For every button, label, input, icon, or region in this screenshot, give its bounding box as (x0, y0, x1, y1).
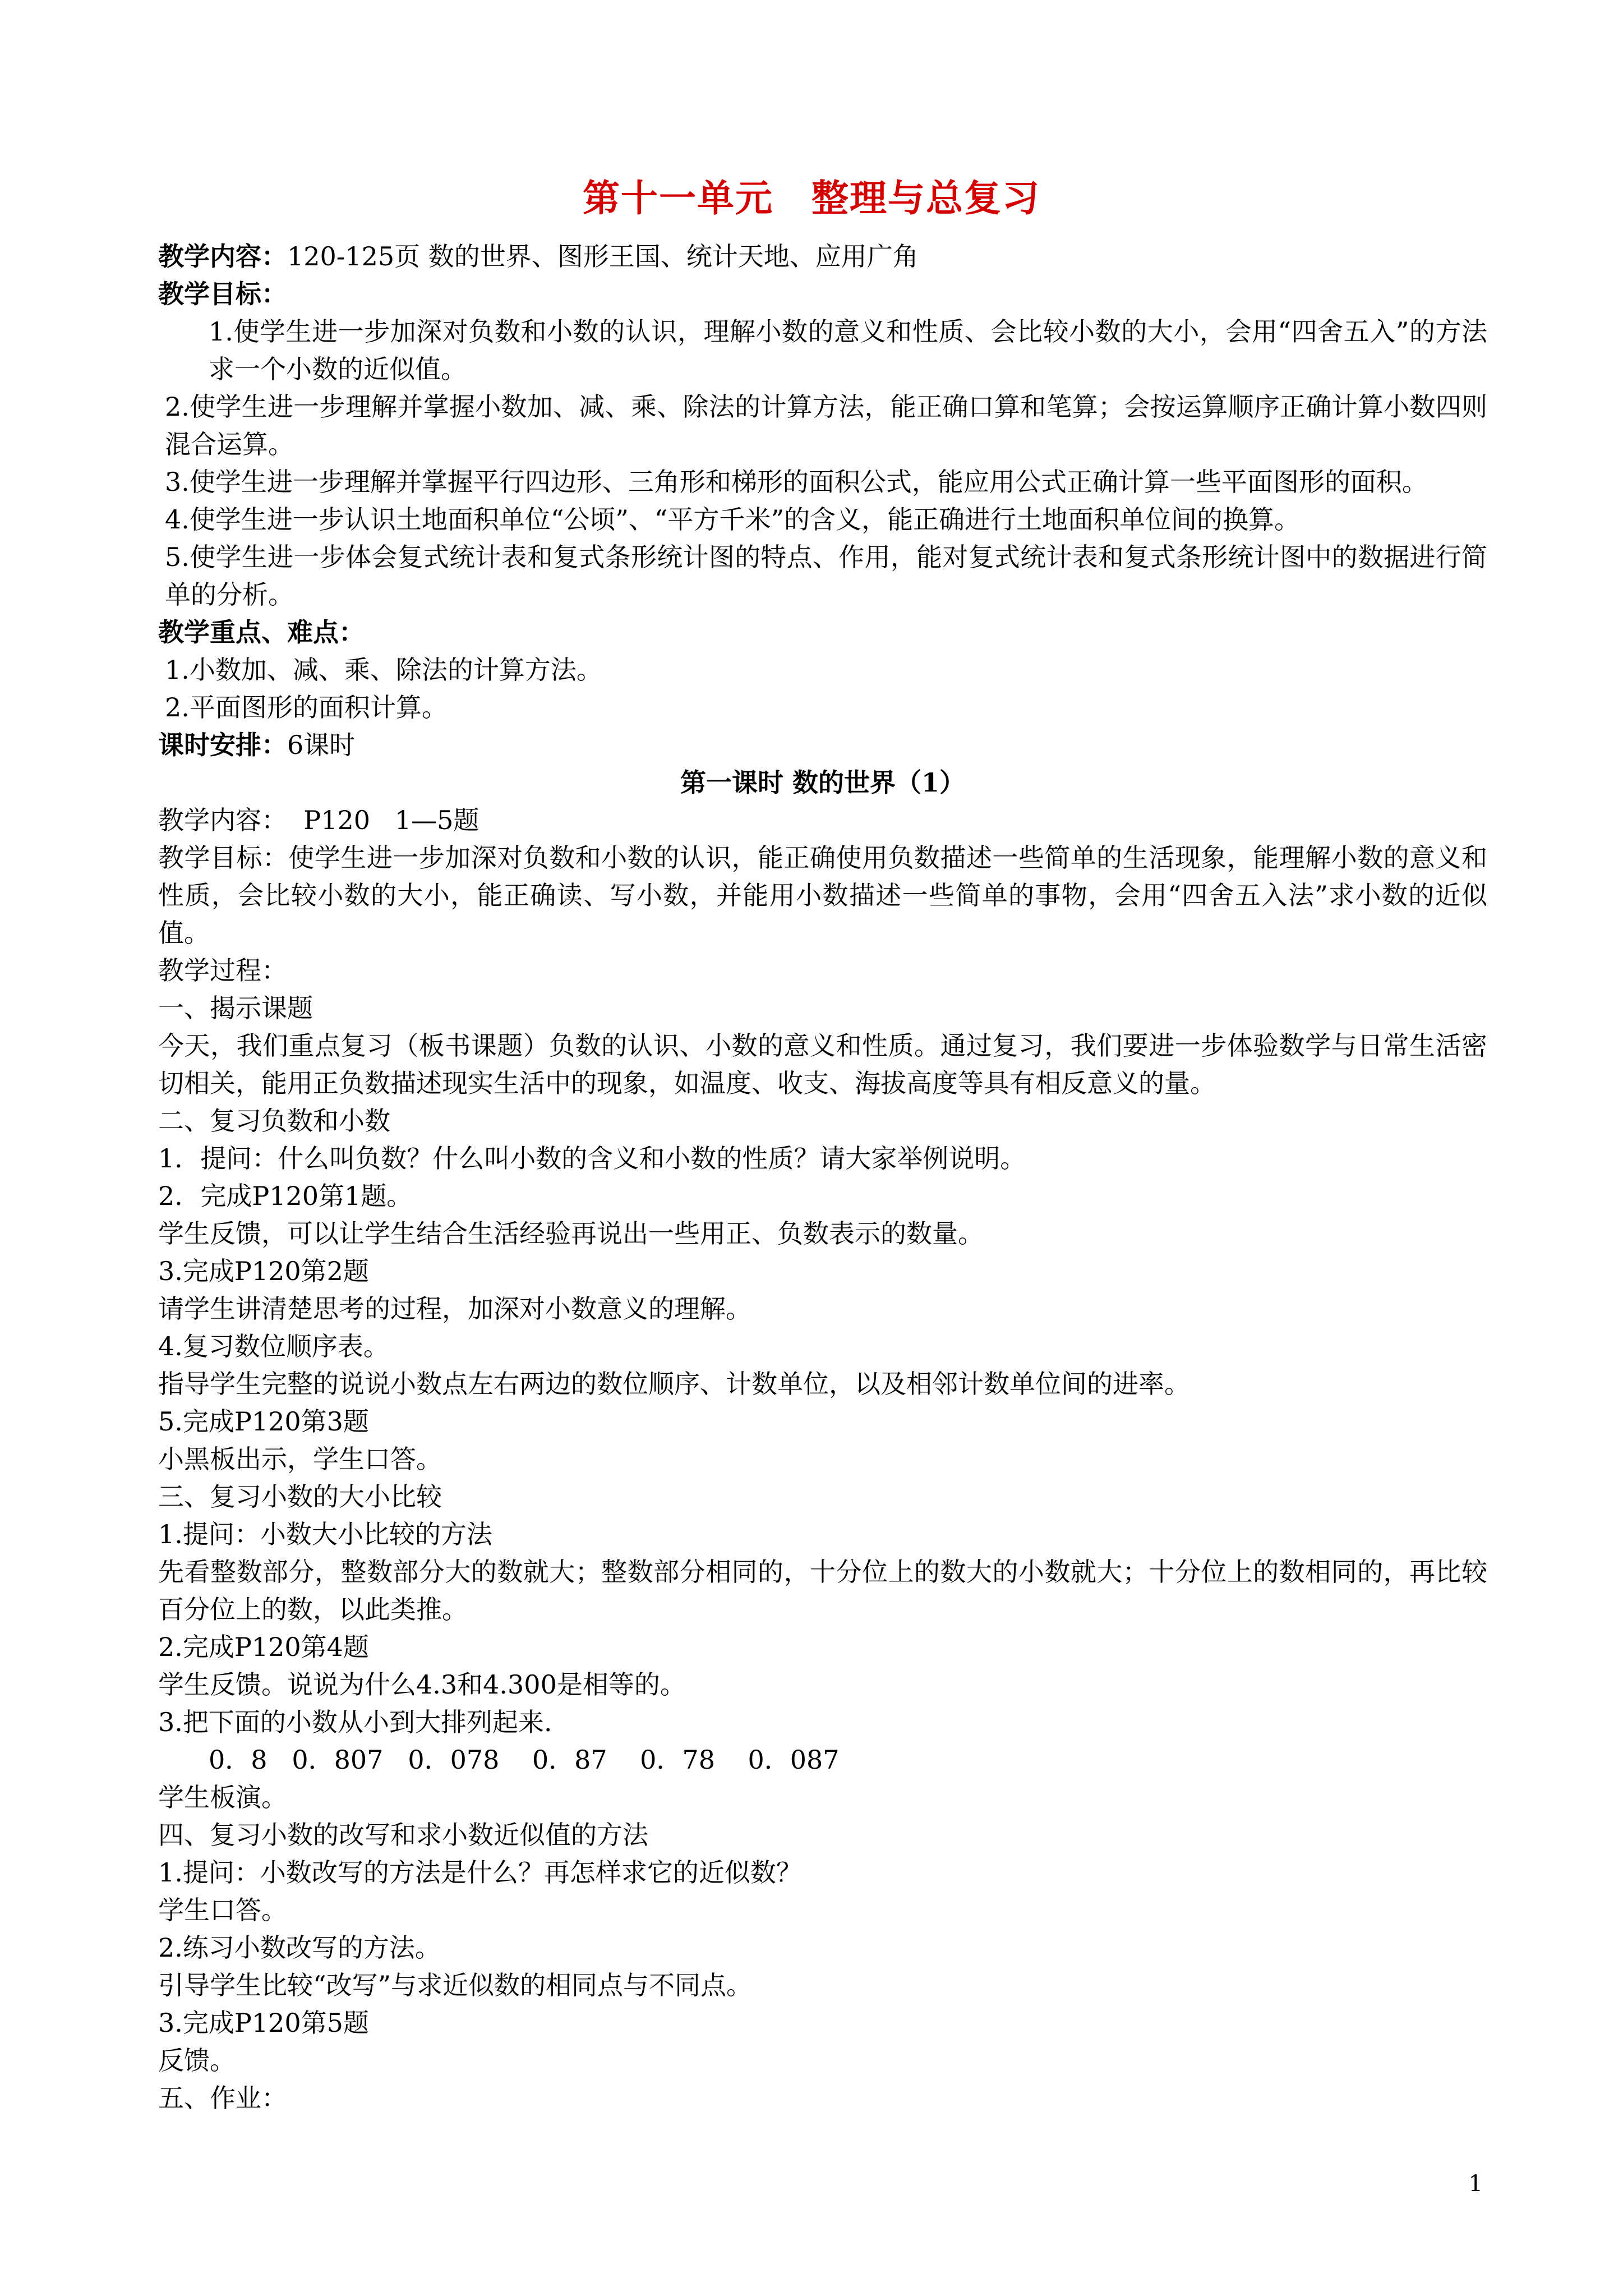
goal-item-2: 2.使学生进一步理解并掌握小数加、减、乘、除法的计算方法，能正确口算和笔算；会按运算顺序正确计算小数四则混合运算。 (165, 392, 1487, 459)
key-points-label: 教学重点、难点： (158, 617, 365, 647)
teaching-content-text: 120-125页 数的世界、图形王国、统计天地、应用广角 (287, 241, 919, 272)
section-4-note-1: 学生口答。 (158, 1895, 287, 1925)
section-2-note-5: 小黑板出示，学生口答。 (158, 1444, 442, 1474)
section-3-heading: 三、复习小数的大小比较 (158, 1481, 442, 1512)
page-number: 1 (1468, 2171, 1483, 2197)
section-3-step-1: 1.提问：小数大小比较的方法 (158, 1519, 492, 1549)
section-4-note-3: 反馈。 (158, 2045, 236, 2076)
teaching-goals-heading (158, 275, 1487, 313)
goal-item-5: 5.使学生进一步体会复式统计表和复式条形统计图的特点、作用，能对复式统计表和复式条形统计图中的数据进行简单的分析。 (165, 542, 1487, 610)
section-2-step-2: 2．完成P120第1题。 (158, 1181, 413, 1211)
section-3-note-2: 学生反馈。说说为什么4.3和4.300是相等的。 (158, 1669, 686, 1700)
section-5-heading: 五、作业： (158, 2083, 287, 2113)
key-points-heading (158, 614, 1487, 651)
document-body (158, 238, 1487, 2117)
teaching-content-line (158, 238, 1487, 275)
section-3-step-3: 3.把下面的小数从小到大排列起来. (158, 1707, 552, 1737)
section-4-note-2: 引导学生比较“改写”与求近似数的相同点与不同点。 (158, 1970, 753, 2000)
section-1-heading: 一、揭示课题 (158, 993, 313, 1023)
process-heading: 教学过程： (158, 955, 287, 986)
lesson-goals: 教学目标：使学生进一步加深对负数和小数的认识，能正确使用负数描述一些简单的生活现象，能理解小数的意义和性质，会比较小数的大小，能正确读、写小数，并能用小数描述一些简单的事物，会用“四舍五入法”求小数的近似值。 (158, 843, 1487, 948)
section-2-note-3: 请学生讲清楚思考的过程，加深对小数意义的理解。 (158, 1294, 751, 1324)
schedule-line (158, 726, 1487, 764)
schedule-text: 6课时 (287, 730, 356, 760)
section-2-step-4: 4.复习数位顺序表。 (158, 1331, 389, 1361)
lesson-heading: 第一课时 数的世界（1） (680, 767, 966, 798)
section-3-note-3: 学生板演。 (158, 1782, 287, 1812)
section-2-note-2: 学生反馈，可以让学生结合生活经验再说出一些用正、负数表示的数量。 (158, 1218, 984, 1249)
lesson-content: 教学内容： P120 1—5题 (158, 805, 479, 835)
section-4-step-3: 3.完成P120第5题 (158, 2008, 369, 2038)
key-point-2: 2.平面图形的面积计算。 (165, 692, 448, 723)
section-4-step-2: 2.练习小数改写的方法。 (158, 1932, 441, 1963)
key-point-1: 1.小数加、减、乘、除法的计算方法。 (165, 655, 602, 685)
schedule-label: 课时安排： (158, 730, 287, 760)
decimal-list: 0．8 0．807 0．078 0．87 0．78 0．087 (209, 1745, 840, 1775)
goal-item-1: 1.使学生进一步加深对负数和小数的认识，理解小数的意义和性质、会比较小数的大小，会用“四舍五入”的方法求一个小数的近似值。 (209, 316, 1487, 384)
section-1-text: 今天，我们重点复习（板书课题）负数的认识、小数的意义和性质。通过复习，我们要进一步体验数学与日常生活密切相关，能用正负数描述现实生活中的现象，如温度、收支、海拔高度等具有相反意义的量。 (158, 1030, 1487, 1098)
teaching-goals-label: 教学目标： (158, 279, 287, 309)
section-4-step-1: 1.提问：小数改写的方法是什么？再怎样求它的近似数？ (158, 1857, 802, 1888)
section-3-note-1: 先看整数部分，整数部分大的数就大；整数部分相同的，十分位上的数大的小数就大；十分位上的数相同的，再比较百分位上的数，以此类推。 (158, 1557, 1487, 1625)
section-2-heading: 二、复习负数和小数 (158, 1106, 390, 1136)
section-2-step-5: 5.完成P120第3题 (158, 1406, 369, 1437)
section-2-step-3: 3.完成P120第2题 (158, 1256, 369, 1286)
section-3-step-2: 2.完成P120第4题 (158, 1632, 369, 1662)
section-2-note-4: 指导学生完整的说说小数点左右两边的数位顺序、计数单位，以及相邻计数单位间的进率。 (158, 1369, 1190, 1399)
teaching-content-label: 教学内容： (158, 241, 287, 272)
page-title: 第十一单元 整理与总复习 (583, 176, 1040, 220)
section-4-heading: 四、复习小数的改写和求小数近似值的方法 (158, 1820, 648, 1850)
goal-item-3: 3.使学生进一步理解并掌握平行四边形、三角形和梯形的面积公式，能应用公式正确计算一些平面图形的面积。 (165, 467, 1428, 497)
section-2-step-1: 1．提问：什么叫负数？什么叫小数的含义和小数的性质？请大家举例说明。 (158, 1143, 1026, 1174)
goal-item-4: 4.使学生进一步认识土地面积单位“公顷”、“平方千米”的含义，能正确进行土地面积单位间的换算。 (165, 504, 1300, 535)
